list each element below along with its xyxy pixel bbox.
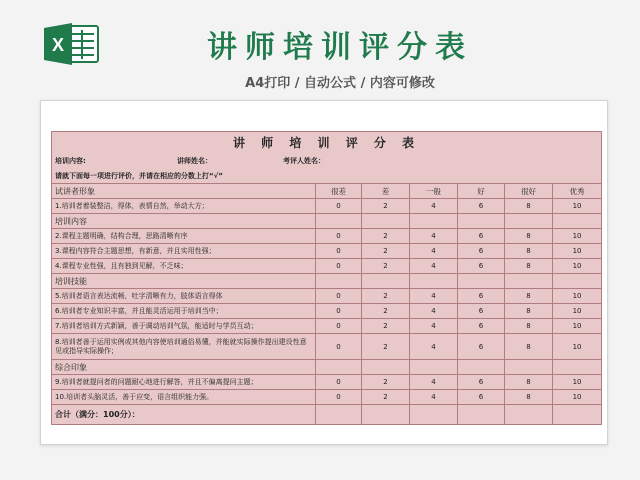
score-cell[interactable]: 8 — [505, 259, 553, 274]
empty-cell — [458, 274, 505, 289]
table-row — [52, 244, 602, 259]
empty-cell — [362, 214, 410, 229]
score-cell[interactable]: 4 — [410, 289, 458, 304]
item-label: 5.培训者语言表达流畅，吐字清晰有力，肢体语言得体 — [52, 289, 316, 304]
score-cell[interactable]: 0 — [316, 334, 362, 360]
total-cell[interactable] — [362, 405, 410, 425]
table-row — [52, 334, 602, 360]
score-cell[interactable]: 10 — [553, 199, 602, 214]
score-cell[interactable]: 8 — [505, 304, 553, 319]
score-cell[interactable]: 8 — [505, 334, 553, 360]
content-label: 培训内容: — [55, 157, 86, 165]
score-cell[interactable]: 2 — [362, 244, 410, 259]
score-cell[interactable]: 6 — [458, 390, 505, 405]
score-cell[interactable]: 6 — [458, 334, 505, 360]
section-name: 试讲者形象 — [52, 184, 316, 199]
score-cell[interactable]: 6 — [458, 259, 505, 274]
section-name: 综合印象 — [52, 360, 316, 375]
column-header: 优秀 — [553, 184, 602, 199]
score-cell[interactable]: 2 — [362, 375, 410, 390]
score-cell[interactable]: 6 — [458, 229, 505, 244]
table-row — [52, 229, 602, 244]
score-cell[interactable]: 10 — [553, 334, 602, 360]
spreadsheet-preview — [40, 100, 608, 445]
empty-cell — [316, 214, 362, 229]
score-cell[interactable]: 10 — [553, 244, 602, 259]
item-label: 4.课程专业性强，且有独到见解，不乏味； — [52, 259, 316, 274]
score-cell[interactable]: 0 — [316, 259, 362, 274]
score-cell[interactable]: 0 — [316, 390, 362, 405]
score-cell[interactable]: 8 — [505, 319, 553, 334]
item-label: 1.培训者着装整洁，得体，表情自然，举动大方； — [52, 199, 316, 214]
empty-cell — [316, 360, 362, 375]
score-cell[interactable]: 4 — [410, 375, 458, 390]
score-cell[interactable]: 2 — [362, 259, 410, 274]
score-cell[interactable]: 2 — [362, 319, 410, 334]
item-label: 7.培训者培训方式新颖，善于调动培训气氛，能适时与学员互动； — [52, 319, 316, 334]
item-label: 9.培训者就提问者的问题耐心地进行解答，并且不偏离提问主题； — [52, 375, 316, 390]
score-cell[interactable]: 8 — [505, 289, 553, 304]
column-header: 很差 — [316, 184, 362, 199]
score-cell[interactable]: 0 — [316, 304, 362, 319]
score-cell[interactable]: 10 — [553, 319, 602, 334]
empty-cell — [410, 214, 458, 229]
score-cell[interactable]: 4 — [410, 390, 458, 405]
table-row — [52, 375, 602, 390]
score-cell[interactable]: 4 — [410, 244, 458, 259]
score-cell[interactable]: 4 — [410, 334, 458, 360]
column-header: 一般 — [410, 184, 458, 199]
item-label: 10.培训者头脑灵活，善于应变，语言组织能力强。 — [52, 390, 316, 405]
excel-logo-letter: X — [51, 35, 65, 55]
section-name: 培训内容 — [52, 214, 316, 229]
empty-cell — [458, 214, 505, 229]
table-row — [52, 390, 602, 405]
score-cell[interactable]: 10 — [553, 259, 602, 274]
table-row — [52, 319, 602, 334]
score-cell[interactable]: 8 — [505, 244, 553, 259]
empty-cell — [362, 274, 410, 289]
score-cell[interactable]: 8 — [505, 375, 553, 390]
empty-cell — [410, 274, 458, 289]
total-row — [52, 405, 602, 425]
section-row — [52, 274, 602, 289]
empty-cell — [458, 360, 505, 375]
instruction-note: 请就下面每一项进行评价，并请在相应的分数上打“√” — [52, 169, 602, 184]
score-cell[interactable]: 2 — [362, 229, 410, 244]
score-cell[interactable]: 0 — [316, 229, 362, 244]
section-row — [52, 360, 602, 375]
info-row — [52, 154, 602, 169]
score-cell[interactable]: 6 — [458, 319, 505, 334]
score-cell[interactable]: 4 — [410, 229, 458, 244]
score-cell[interactable]: 2 — [362, 199, 410, 214]
score-cell[interactable]: 6 — [458, 244, 505, 259]
total-cell[interactable] — [553, 405, 602, 425]
score-cell[interactable]: 6 — [458, 375, 505, 390]
section-row — [52, 214, 602, 229]
score-cell[interactable]: 10 — [553, 229, 602, 244]
table-row — [52, 259, 602, 274]
empty-cell — [505, 274, 553, 289]
score-cell[interactable]: 6 — [458, 289, 505, 304]
section-name: 培训技能 — [52, 274, 316, 289]
lecturer-label: 讲师姓名： — [177, 157, 212, 165]
empty-cell — [553, 214, 602, 229]
total-cell[interactable] — [316, 405, 362, 425]
page-title: 讲师培训评分表 — [207, 30, 473, 65]
item-label: 6.培训者专业知识丰富，并且能灵活运用于培训当中； — [52, 304, 316, 319]
score-cell[interactable]: 4 — [410, 259, 458, 274]
score-cell[interactable]: 10 — [553, 375, 602, 390]
empty-cell — [505, 214, 553, 229]
column-header: 很好 — [505, 184, 553, 199]
score-cell[interactable]: 2 — [362, 334, 410, 360]
page-subtitle: A4打印 / 自动公式 / 内容可修改 — [245, 76, 435, 91]
total-cell[interactable] — [458, 405, 505, 425]
score-cell[interactable]: 0 — [316, 289, 362, 304]
score-cell[interactable]: 0 — [316, 375, 362, 390]
total-cell[interactable] — [410, 405, 458, 425]
rating-table — [51, 131, 602, 425]
item-label: 8.培训者善于运用实例或其他内容使培训通俗易懂，并能就实际操作提出建设性意见或指导实际操作； — [52, 334, 316, 360]
score-cell[interactable]: 0 — [316, 244, 362, 259]
table-row — [52, 304, 602, 319]
column-header: 好 — [458, 184, 505, 199]
empty-cell — [553, 274, 602, 289]
empty-cell — [505, 360, 553, 375]
score-cell[interactable]: 8 — [505, 390, 553, 405]
score-cell[interactable]: 4 — [410, 319, 458, 334]
score-cell[interactable]: 0 — [316, 199, 362, 214]
column-header: 差 — [362, 184, 410, 199]
empty-cell — [362, 360, 410, 375]
sheet-title: 讲 师 培 训 评 分 表 — [52, 132, 602, 154]
score-cell[interactable]: 10 — [553, 289, 602, 304]
score-cell[interactable]: 8 — [505, 199, 553, 214]
reviewer-label: 考评人姓名： — [283, 157, 325, 165]
excel-logo-icon — [42, 22, 100, 66]
score-cell[interactable]: 0 — [316, 319, 362, 334]
score-cell[interactable]: 6 — [458, 304, 505, 319]
empty-cell — [553, 360, 602, 375]
score-cell[interactable]: 4 — [410, 199, 458, 214]
empty-cell — [410, 360, 458, 375]
score-cell[interactable]: 10 — [553, 390, 602, 405]
score-cell[interactable]: 8 — [505, 229, 553, 244]
total-label: 合计（满分：100分）： — [52, 405, 316, 425]
score-cell[interactable]: 2 — [362, 304, 410, 319]
item-label: 2.课程主题明确，结构合理，思路清晰有序 — [52, 229, 316, 244]
item-label: 3.课程内容符合主题思想，有新意，并且实用性强； — [52, 244, 316, 259]
score-cell[interactable]: 4 — [410, 304, 458, 319]
table-row — [52, 289, 602, 304]
total-cell[interactable] — [505, 405, 553, 425]
table-row — [52, 199, 602, 214]
empty-cell — [316, 274, 362, 289]
section-row — [52, 184, 602, 199]
score-cell[interactable]: 2 — [362, 289, 410, 304]
score-cell[interactable]: 6 — [458, 199, 505, 214]
score-cell[interactable]: 2 — [362, 390, 410, 405]
score-cell[interactable]: 10 — [553, 304, 602, 319]
